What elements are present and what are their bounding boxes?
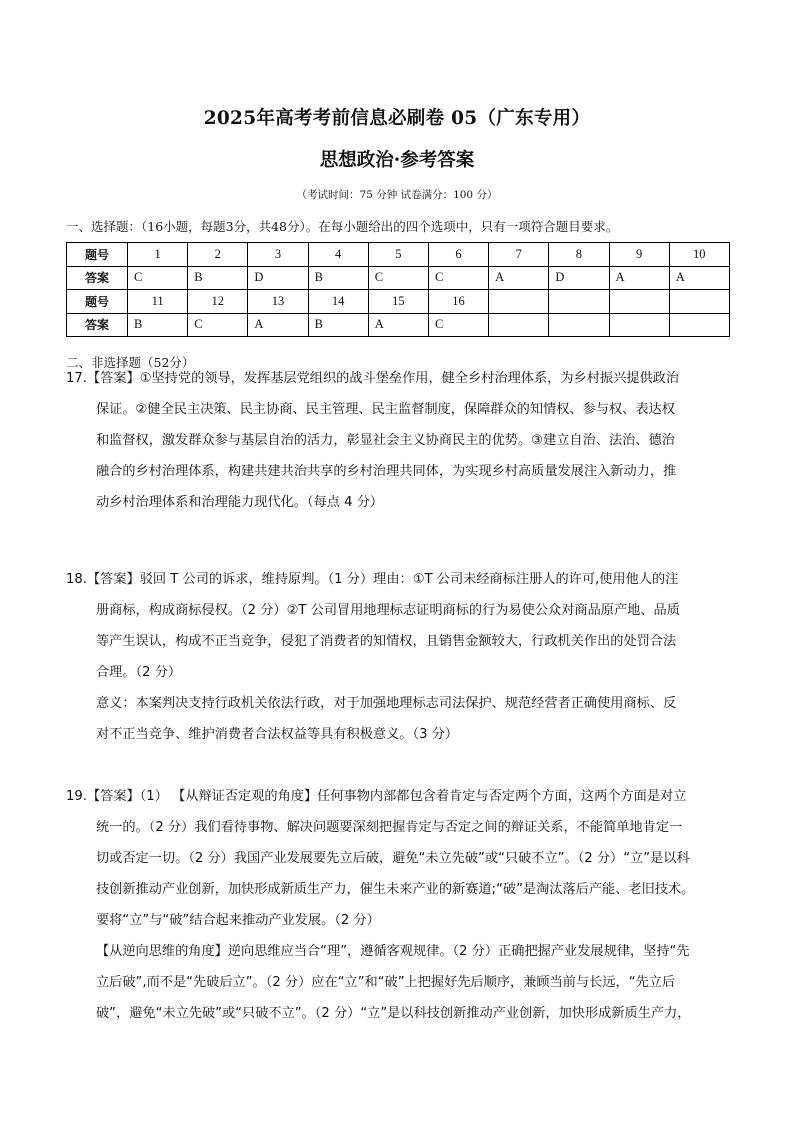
table-cell: 8 <box>549 243 609 267</box>
answer-line: 18.【答案】驳回 T 公司的诉求，维持原判。（1 分）理由：①T 公司未经商标注册人的许可,使用他人的注 <box>66 572 679 587</box>
table-cell: C <box>428 313 488 337</box>
table-cell: C <box>128 266 188 290</box>
table-row <box>67 243 730 267</box>
table-header-cell: 答案 <box>67 266 128 290</box>
table-cell: 12 <box>188 290 248 314</box>
table-cell <box>609 290 669 314</box>
table-cell <box>489 313 549 337</box>
table-cell: B <box>308 313 368 337</box>
table-cell: 4 <box>308 243 368 267</box>
answer-line: 19.【答案】（1） 【从辩证否定观的角度】任何事物内部都包含着肯定与否定两个方面，这两个方面是对立 <box>66 789 687 804</box>
answer-line: 破”，避免“未立先破”或“只破不立”。（2 分）“立”是以科技创新推动产业创新，加快形成新质生产力， <box>96 1006 691 1021</box>
table-cell: 7 <box>489 243 549 267</box>
table-cell: 13 <box>248 290 308 314</box>
table-cell: 2 <box>188 243 248 267</box>
table-cell <box>549 313 609 337</box>
table-cell: 16 <box>428 290 488 314</box>
answer-line: 等产生误认，构成不正当竞争，侵犯了消费者的知情权，且销售金额较大，行政机关作出的处罚合法 <box>96 634 677 649</box>
table-cell: A <box>248 313 308 337</box>
answer-line: 意义：本案判决支持行政机关依法行政，对于加强地理标志司法保护、规范经营者正确使用商标、反 <box>96 696 677 711</box>
answer-line: 动乡村治理体系和治理能力现代化。（每点 4 分） <box>96 495 384 510</box>
table-cell <box>609 313 669 337</box>
answer-table <box>66 242 730 337</box>
table-cell: B <box>308 266 368 290</box>
answer-line: 册商标，构成商标侵权。（2 分）②T 公司冒用地理标志证明商标的行为易使公众对商品原产地、品质 <box>96 603 680 618</box>
table-cell: 14 <box>308 290 368 314</box>
answer-line: 立后破”,而不是“先破后立”。（2 分）应在“立”和“破”上把握好先后顺序，兼顾当前与长远，“先立后 <box>96 975 676 990</box>
answer-line: 和监督权，激发群众参与基层自治的活力，彰显社会主义协商民主的优势。③建立自治、法治、德治 <box>96 433 675 448</box>
table-cell <box>669 290 729 314</box>
answer-17 <box>66 363 730 518</box>
table-cell: 15 <box>368 290 428 314</box>
table-cell: 3 <box>248 243 308 267</box>
answer-line: 对不正当竞争、维护消费者合法权益等具有积极意义。（3 分） <box>96 727 459 742</box>
table-cell: 5 <box>368 243 428 267</box>
table-row <box>67 290 730 314</box>
table-cell: B <box>188 266 248 290</box>
answer-line: 技创新推动产业创新，加快形成新质生产力，催生未来产业的新赛道;“破”是淘汰落后产能、老旧技术。 <box>96 882 695 897</box>
table-cell: A <box>669 266 729 290</box>
table-cell <box>669 313 729 337</box>
section2-heading: 二、非选择题（52分） <box>66 355 195 370</box>
table-cell: A <box>368 313 428 337</box>
table-cell: 6 <box>428 243 488 267</box>
page-subtitle: 思想政治·参考答案 <box>319 150 475 171</box>
section1-heading: 一、选择题：（16小题，每题3分，共48分）。在每小题给出的四个选项中，只有一项符合题目要求。 <box>66 219 619 234</box>
table-cell: C <box>368 266 428 290</box>
answer-line: 17.【答案】①坚持党的领导，发挥基层党组织的战斗堡垒作用，健全乡村治理体系，为乡村振兴提供政治 <box>66 371 680 386</box>
table-cell: 1 <box>128 243 188 267</box>
table-cell: A <box>609 266 669 290</box>
answer-line: 合理。（2 分） <box>96 665 182 680</box>
table-cell: D <box>248 266 308 290</box>
table-cell: D <box>549 266 609 290</box>
table-cell: C <box>188 313 248 337</box>
answer-18 <box>66 564 730 750</box>
table-row <box>67 313 730 337</box>
answer-line: 【从逆向思维的角度】逆向思维应当合“理”，遵循客观规律。（2 分）正确把握产业发展规律，坚持“先 <box>96 944 690 959</box>
table-cell <box>489 290 549 314</box>
table-header-cell: 题号 <box>67 243 128 267</box>
answer-line: 统一的。（2 分）我们看待事物、解决问题要深刻把握肯定与否定之间的辩证关系，不能简单地肯定一 <box>96 820 683 835</box>
table-cell: A <box>489 266 549 290</box>
table-cell: B <box>128 313 188 337</box>
answer-line: 切或否定一切。（2 分）我国产业发展要先立后破，避免“未立先破”或“只破不立”。（2 分）“立”是以科 <box>96 851 690 866</box>
table-cell: 9 <box>609 243 669 267</box>
table-cell: 11 <box>128 290 188 314</box>
table-cell: 10 <box>669 243 729 267</box>
answer-19 <box>66 781 730 1029</box>
table-cell <box>549 290 609 314</box>
table-row <box>67 266 730 290</box>
table-header-cell: 答案 <box>67 313 128 337</box>
table-header-cell: 题号 <box>67 290 128 314</box>
answer-line: 要将“立”与“破”结合起来推动产业发展。（2 分） <box>96 913 380 928</box>
page-title: 2025年高考考前信息必刷卷 05（广东专用） <box>203 108 591 129</box>
table-cell: C <box>428 266 488 290</box>
answer-line: 融合的乡村治理体系，构建共建共治共享的乡村治理共同体，为实现乡村高质量发展注入新动力，推 <box>96 464 677 479</box>
answer-line: 保证。②健全民主决策、民主协商、民主管理、民主监督制度，保障群众的知情权、参与权、表达权 <box>96 402 675 417</box>
exam-info: （考试时间：75 分钟 试卷满分：100 分） <box>296 189 498 201</box>
